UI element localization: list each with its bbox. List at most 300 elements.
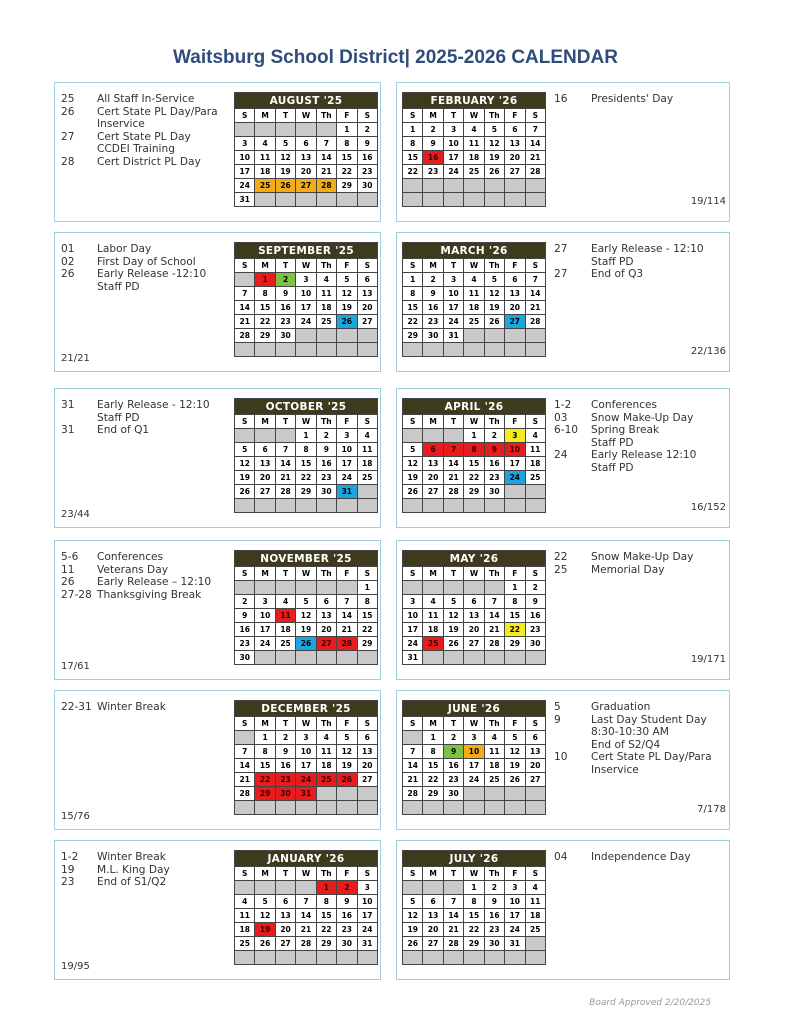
board-approved-note: Board Approved 2/20/2025 [589,998,711,1008]
calendar-day: 10 [505,443,525,457]
calendar-day: 13 [255,457,275,471]
events-list [554,399,726,475]
calendar-day: 5 [443,595,463,609]
calendar-day: 20 [423,923,443,937]
calendar-day: 17 [443,151,463,165]
event-text: End of S1/Q2 [97,876,167,889]
calendar-blank [505,951,525,965]
calendar-blank [316,951,336,965]
calendar-day: 26 [403,485,423,499]
month-header: OCTOBER '25 [235,399,378,415]
event-date: 23 [61,876,75,889]
event-text: Cert State PL Day/Para Inservice [591,751,712,776]
month-header: DECEMBER '25 [235,701,378,717]
month-header: FEBRUARY '26 [403,93,546,109]
calendar-blank [296,343,316,357]
calendar-blank [443,179,463,193]
calendar-blank [316,123,336,137]
calendar-day: 20 [525,759,545,773]
event-date: 9 [554,713,561,726]
calendar-day: 25 [525,471,545,485]
event-text: Conferences [97,551,164,563]
events-list [554,701,726,777]
event-item [554,701,726,714]
calendar-day: 9 [235,609,255,623]
event-item [61,551,229,564]
event-item [554,243,726,268]
calendar-day: 13 [423,457,443,471]
event-date: 27-28 [61,588,92,601]
calendar-day: 15 [357,609,377,623]
event-text: Spring Break Staff PD [591,424,660,449]
calendar-day: 28 [337,637,357,651]
month-calendar [234,550,378,665]
calendar-day: 25 [255,179,275,193]
calendar-day: 7 [235,745,255,759]
calendar-day: 14 [525,287,545,301]
calendar-day: 21 [403,773,423,787]
calendar-day: 29 [255,329,275,343]
event-date: 28 [61,155,75,168]
calendar-day: 24 [505,471,525,485]
calendar-day: 23 [357,165,377,179]
weekday-header: T [275,109,295,123]
calendar-day: 1 [255,731,275,745]
calendar-blank [525,329,545,343]
calendar-day: 26 [275,179,295,193]
event-date: 5-6 [61,551,79,563]
calendar-day: 19 [235,471,255,485]
calendar-blank [464,193,484,207]
event-item [61,576,229,589]
calendar-day: 18 [235,923,255,937]
calendar-day: 3 [235,137,255,151]
calendar-day: 28 [443,937,463,951]
calendar-day: 15 [255,301,275,315]
calendar-day: 2 [316,429,336,443]
weekday-header: Th [316,717,336,731]
event-item [554,399,726,412]
calendar-day: 14 [337,609,357,623]
event-text: Independence Day [591,851,691,863]
calendar-day: 17 [357,909,377,923]
event-text: Winter Break [97,701,166,713]
calendar-day: 19 [337,759,357,773]
calendar-day: 4 [464,273,484,287]
calendar-day: 21 [525,151,545,165]
calendar-day: 27 [505,315,525,329]
calendar-blank [235,429,255,443]
calendar-blank [505,801,525,815]
calendar-day: 11 [235,909,255,923]
calendar-blank [255,651,275,665]
weekday-header: S [525,867,545,881]
event-date: 26 [61,268,75,281]
calendar-blank [316,329,336,343]
month-header: JULY '26 [403,851,546,867]
calendar-day: 28 [316,179,336,193]
calendar-day: 17 [296,759,316,773]
events-list [61,399,229,437]
calendar-blank [525,651,545,665]
calendar-day: 6 [423,895,443,909]
event-item [61,399,229,424]
calendar-day: 2 [525,581,545,595]
calendar-day: 8 [296,443,316,457]
school-day-count: 19/171 [690,654,726,665]
weekday-header: S [403,867,423,881]
calendar-day: 26 [505,773,525,787]
calendar-day: 14 [316,151,336,165]
weekday-header: W [296,259,316,273]
calendar-blank [464,499,484,513]
calendar-day: 16 [484,457,504,471]
calendar-blank [443,429,463,443]
calendar-blank [443,581,463,595]
calendar-blank [275,343,295,357]
calendar-day: 29 [464,485,484,499]
calendar-day: 11 [357,443,377,457]
calendar-day: 13 [505,137,525,151]
weekday-header: S [403,567,423,581]
calendar-blank [296,801,316,815]
calendar-day: 5 [484,273,504,287]
weekday-header: S [235,567,255,581]
weekday-header: Th [484,867,504,881]
calendar-day: 10 [255,609,275,623]
calendar-day: 22 [296,471,316,485]
event-item [61,864,229,877]
calendar-blank [464,343,484,357]
calendar-day: 26 [255,937,275,951]
calendar-blank [235,499,255,513]
weekday-header: S [235,867,255,881]
calendar-day: 4 [423,595,443,609]
calendar-day: 14 [484,609,504,623]
calendar-day: 22 [316,923,336,937]
calendar-day: 19 [484,301,504,315]
calendar-day: 4 [464,123,484,137]
calendar-blank [316,787,336,801]
calendar-day: 1 [464,881,484,895]
calendar-day: 6 [296,137,316,151]
calendar-blank [357,343,377,357]
event-text: Snow Make-Up Day [591,411,694,424]
weekday-header: F [505,415,525,429]
calendar-day: 27 [525,773,545,787]
weekday-header: T [443,415,463,429]
calendar-blank [235,123,255,137]
weekday-header: F [337,109,357,123]
calendar-day: 9 [423,137,443,151]
calendar-day: 26 [484,165,504,179]
calendar-day: 13 [357,745,377,759]
calendar-day: 9 [484,895,504,909]
events-list [61,701,229,714]
calendar-day: 15 [296,457,316,471]
calendar-day: 21 [525,301,545,315]
event-item [61,564,229,577]
event-text: All Staff In-Service [97,93,195,105]
calendar-day: 9 [423,287,443,301]
calendar-day: 26 [296,637,316,651]
calendar-day: 20 [464,623,484,637]
calendar-day: 30 [275,329,295,343]
weekday-header: F [505,867,525,881]
calendar-day: 11 [464,287,484,301]
calendar-day: 11 [484,745,504,759]
event-text: Early Release -12:10 Staff PD [97,268,207,293]
calendar-day: 13 [505,287,525,301]
school-day-count: 7/178 [697,804,726,815]
calendar-day: 2 [235,595,255,609]
weekday-header: W [464,415,484,429]
calendar-blank [235,951,255,965]
calendar-day: 3 [464,731,484,745]
calendar-day: 26 [403,937,423,951]
calendar-day: 11 [464,137,484,151]
calendar-blank [235,881,255,895]
weekday-header: Th [484,259,504,273]
calendar-day: 14 [403,759,423,773]
calendar-day: 5 [296,595,316,609]
calendar-blank [357,485,377,499]
calendar-blank [505,343,525,357]
month-calendar [402,550,546,665]
month-header: SEPTEMBER '25 [235,243,378,259]
calendar-blank [403,731,423,745]
calendar-day: 22 [337,165,357,179]
calendar-day: 21 [443,923,463,937]
calendar-day: 20 [357,759,377,773]
calendar-day: 20 [505,151,525,165]
calendar-blank [525,951,545,965]
calendar-day: 17 [296,301,316,315]
calendar-blank [403,193,423,207]
event-date: 16 [554,93,568,105]
calendar-day: 13 [525,745,545,759]
event-text: Cert State PL Day CCDEI Training [97,130,191,156]
calendar-blank [357,801,377,815]
weekday-header: M [423,717,443,731]
events-list [61,851,229,889]
calendar-day: 18 [525,457,545,471]
event-text: Early Release – 12:10 [97,576,212,589]
calendar-day: 29 [316,937,336,951]
month-calendar [402,92,546,207]
calendar-day: 25 [484,773,504,787]
event-item [554,424,726,449]
events-list [61,243,229,293]
event-item [61,424,229,437]
calendar-blank [357,329,377,343]
calendar-blank [296,581,316,595]
calendar-day: 1 [357,581,377,595]
calendar-day: 24 [443,315,463,329]
calendar-day: 31 [443,329,463,343]
calendar-blank [484,651,504,665]
calendar-day: 28 [403,787,423,801]
calendar-day: 12 [443,609,463,623]
calendar-day: 25 [525,923,545,937]
calendar-day: 8 [337,137,357,151]
calendar-day: 11 [255,151,275,165]
calendar-day: 15 [403,151,423,165]
calendar-day: 18 [464,301,484,315]
calendar-day: 23 [275,773,295,787]
calendar-day: 1 [403,123,423,137]
event-date: 6-10 [554,424,579,437]
calendar-day: 3 [337,429,357,443]
calendar-day: 23 [316,471,336,485]
calendar-day: 3 [505,429,525,443]
event-text: Winter Break [97,851,166,863]
calendar-blank [275,801,295,815]
calendar-day: 12 [255,909,275,923]
calendar-day: 25 [316,773,336,787]
calendar-day: 2 [275,731,295,745]
weekday-header: W [296,717,316,731]
calendar-day: 25 [423,637,443,651]
weekday-header: S [357,567,377,581]
event-text: Early Release 12:10 Staff PD [591,449,697,474]
calendar-day: 8 [464,895,484,909]
calendar-day: 28 [275,485,295,499]
weekday-header: W [464,867,484,881]
calendar-day: 14 [235,301,255,315]
calendar-day: 24 [337,471,357,485]
calendar-day: 19 [403,923,423,937]
calendar-day: 19 [505,759,525,773]
calendar-blank [255,881,275,895]
calendar-day: 1 [255,273,275,287]
calendar-blank [464,951,484,965]
calendar-day: 19 [275,165,295,179]
calendar-blank [423,193,443,207]
calendar-blank [255,123,275,137]
calendar-blank [403,179,423,193]
calendar-blank [316,343,336,357]
calendar-blank [296,193,316,207]
calendar-day: 15 [337,151,357,165]
calendar-blank [337,787,357,801]
calendar-day: 19 [255,923,275,937]
calendar-day: 24 [505,923,525,937]
calendar-day: 2 [443,731,463,745]
weekday-header: S [403,259,423,273]
event-item [61,106,229,131]
weekday-header: S [525,415,545,429]
weekday-header: Th [316,415,336,429]
calendar-day: 19 [403,471,423,485]
calendar-day: 30 [525,637,545,651]
calendar-day: 3 [296,273,316,287]
calendar-day: 15 [423,759,443,773]
calendar-day: 13 [275,909,295,923]
calendar-blank [525,193,545,207]
weekday-header: S [525,109,545,123]
calendar-day: 16 [357,151,377,165]
page-title: Waitsburg School District| 2025-2026 CALENDAR [173,47,618,68]
calendar-blank [296,329,316,343]
event-item [61,131,229,156]
calendar-blank [403,429,423,443]
calendar-blank [484,499,504,513]
calendar-day: 18 [525,909,545,923]
calendar-day: 22 [255,315,275,329]
event-text: Memorial Day [591,563,665,576]
weekday-header: W [296,415,316,429]
calendar-day: 6 [423,443,443,457]
calendar-day: 18 [316,301,336,315]
calendar-day: 1 [403,273,423,287]
weekday-header: F [337,567,357,581]
calendar-day: 1 [423,731,443,745]
events-list [554,243,726,281]
calendar-day: 22 [403,315,423,329]
event-item [554,268,726,281]
calendar-day: 23 [484,923,504,937]
calendar-blank [505,499,525,513]
calendar-day: 28 [484,637,504,651]
calendar-day: 14 [235,759,255,773]
calendar-day: 9 [443,745,463,759]
event-date: 31 [61,424,75,437]
calendar-day: 31 [505,937,525,951]
calendar-day: 23 [443,773,463,787]
calendar-day: 12 [337,287,357,301]
calendar-day: 8 [505,595,525,609]
calendar-blank [296,881,316,895]
calendar-day: 20 [255,471,275,485]
calendar-day: 8 [316,895,336,909]
calendar-day: 4 [525,429,545,443]
calendar-day: 2 [337,881,357,895]
calendar-blank [443,343,463,357]
calendar-blank [423,581,443,595]
weekday-header: M [423,567,443,581]
calendar-blank [423,429,443,443]
weekday-header: T [443,567,463,581]
calendar-day: 18 [255,165,275,179]
calendar-day: 30 [484,937,504,951]
calendar-day: 10 [403,609,423,623]
calendar-blank [505,193,525,207]
calendar-day: 29 [403,329,423,343]
calendar-blank [255,343,275,357]
calendar-day: 25 [235,937,255,951]
event-date: 22-31 [61,701,92,713]
event-item [61,268,229,293]
calendar-blank [235,731,255,745]
calendar-day: 20 [275,923,295,937]
calendar-blank [403,343,423,357]
calendar-blank [296,499,316,513]
school-day-count: 19/114 [690,196,726,207]
calendar-day: 31 [337,485,357,499]
calendar-day: 7 [337,595,357,609]
calendar-day: 28 [525,315,545,329]
calendar-day: 30 [316,485,336,499]
calendar-day: 29 [296,485,316,499]
calendar-day: 17 [403,623,423,637]
calendar-blank [464,787,484,801]
event-date: 26 [61,576,75,589]
weekday-header: M [255,415,275,429]
calendar-day: 18 [316,759,336,773]
calendar-day: 10 [443,137,463,151]
calendar-day: 3 [443,123,463,137]
